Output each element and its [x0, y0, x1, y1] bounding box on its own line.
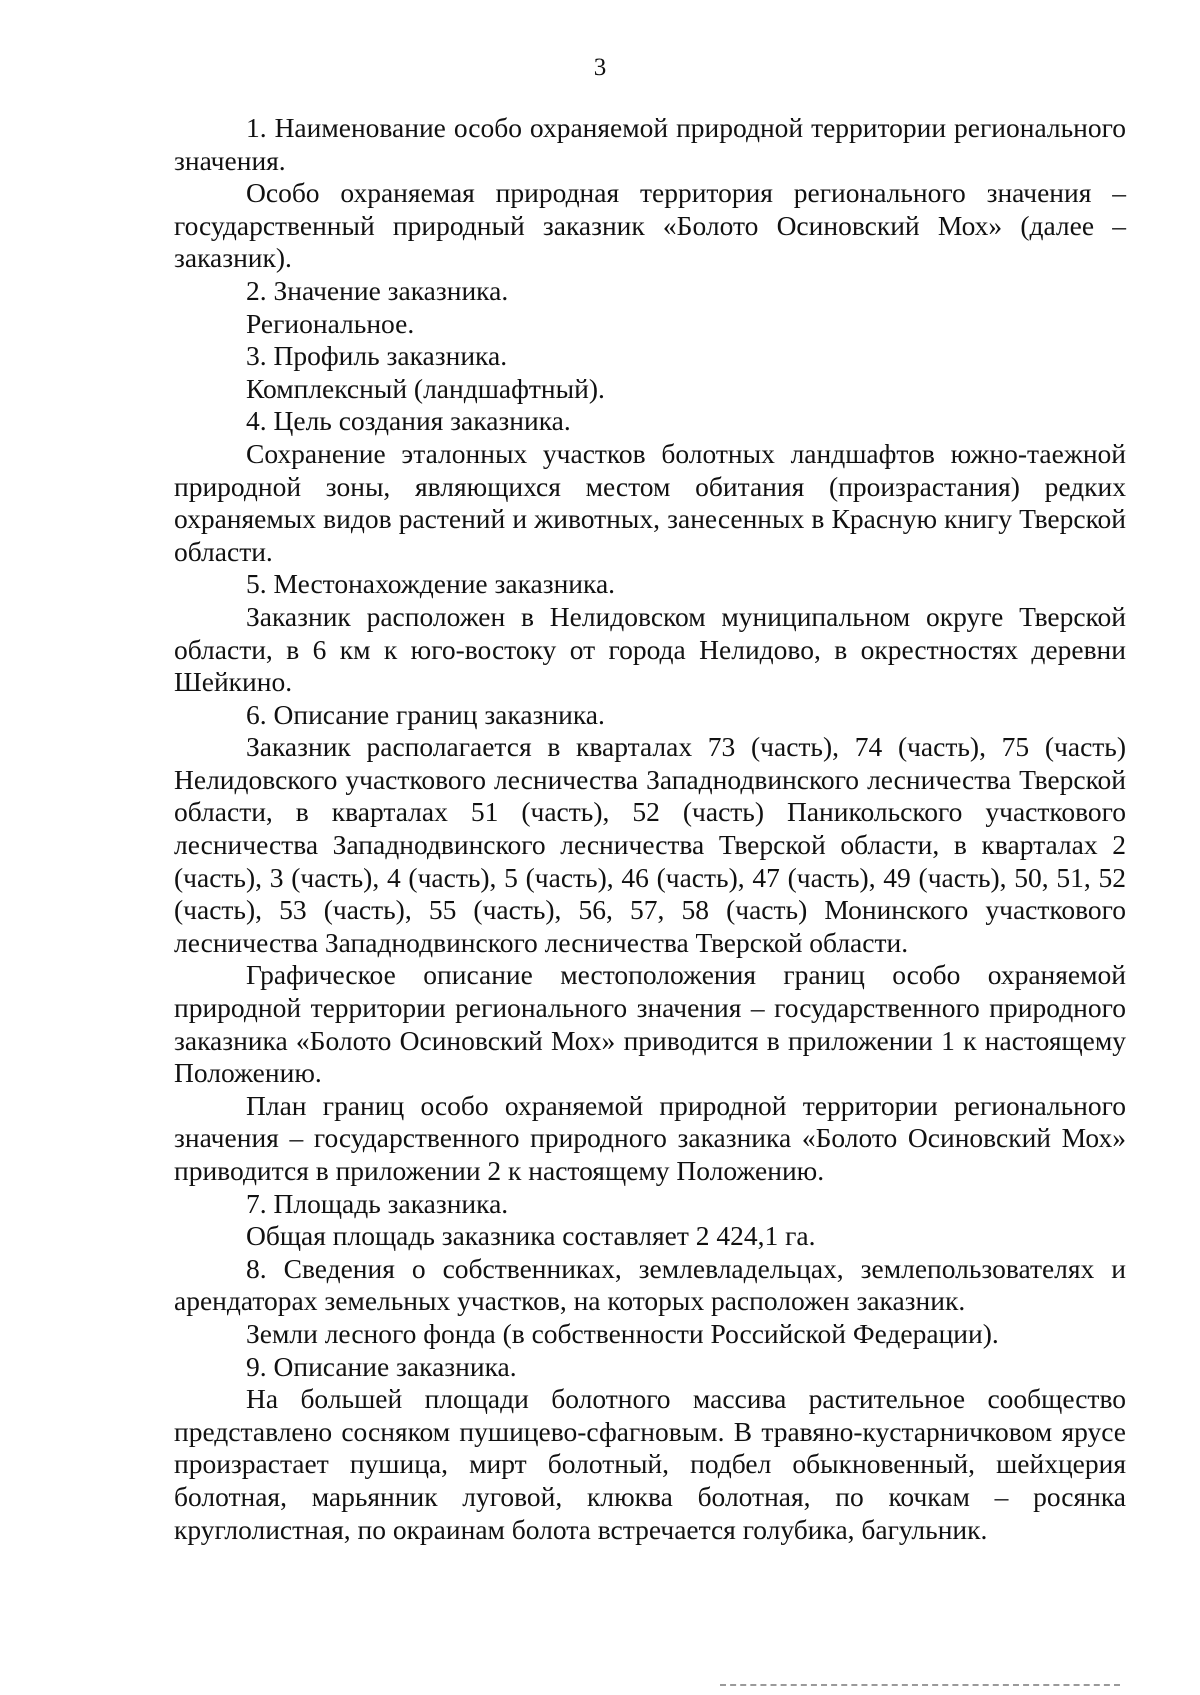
- section-7-text: Общая площадь заказника составляет 2 424,1 га.: [246, 1220, 816, 1252]
- section-7-heading: 7. Площадь заказника.: [246, 1187, 509, 1219]
- section-9-text: На большей площади болотного массива растительное сообщество представлено сосняком пушицево-сфагновым. В травяно-кустарничковом ярусе произрастает пушица, мирт болотный, подбел обыкновенный, шейхцерия болотная, марьянник луговой, клюква болотная, по кочкам – росянка круглолистная, по окраинам болота встречается голубика, багульник.: [174, 1383, 1126, 1545]
- section-1-heading: 1. Наименование особо охраняемой природной территории регионального значения.: [174, 112, 1126, 176]
- document-body: [174, 112, 1126, 1546]
- section-6-text-boundary-plan: План границ особо охраняемой природной территории регионального значения – государственного природного заказника «Болото Осиновский Мох» приводится в приложении 2 к настоящему Положению.: [174, 1089, 1126, 1186]
- section-1-text: Особо охраняемая природная территория регионального значения – государственный природный заказник «Болото Осиновский Мох» (далее – заказник).: [174, 177, 1126, 274]
- section-2-text: Региональное.: [246, 307, 415, 339]
- section-4-text: Сохранение эталонных участков болотных ландшафтов южно-таежной природной зоны, являющихся местом обитания (произрастания) редких охраняемых видов растений и животных, занесенных в Красную книгу Тверской области.: [174, 437, 1126, 567]
- section-8-heading: 8. Сведения о собственниках, землевладельцах, землепользователях и арендаторах земельных участков, на которых расположен заказник.: [174, 1252, 1126, 1317]
- scan-edge-line: [720, 1684, 1120, 1686]
- section-5-text: Заказник расположен в Нелидовском муниципальном округе Тверской области, в 6 км к юго-востоку от города Нелидово, в окрестностях деревни Шейкино.: [174, 600, 1126, 698]
- section-3-heading: 3. Профиль заказника.: [246, 340, 508, 372]
- section-9-heading: 9. Описание заказника.: [246, 1350, 517, 1382]
- section-3-text: Комплексный (ландшафтный).: [246, 372, 605, 404]
- section-2-heading: 2. Значение заказника.: [246, 274, 509, 306]
- page-number: 3: [593, 54, 607, 81]
- section-5-heading: 5. Местонахождение заказника.: [246, 568, 616, 600]
- section-4-heading: 4. Цель создания заказника.: [246, 405, 571, 437]
- section-6-text-graphic-description: Графическое описание местоположения границ особо охраняемой природной территории регионального значения – государственного природного заказника «Болото Осиновский Мох» приводится в приложении 1 к настоящему Положению.: [174, 959, 1126, 1089]
- section-8-text: Земли лесного фонда (в собственности Российской Федерации).: [246, 1317, 999, 1349]
- section-6-heading: 6. Описание границ заказника.: [246, 698, 605, 730]
- section-6-text-quarters: Заказник располагается в кварталах 73 (часть), 74 (часть), 75 (часть) Нелидовского участкового лесничества Западнодвинского лесничества Тверской области, в кварталах 51 (часть), 52 (часть) Паникольского участкового лесничества Западнодвинского лесничества Тверской области, в кварталах 2 (часть), 3 (часть), 4 (часть), 5 (часть), 46 (часть), 47 (часть), 49 (часть), 50, 51, 52 (часть), 53 (часть), 55 (часть), 56, 57, 58 (часть) Монинского участкового лесничества Западнодвинского лесничества Тверской области.: [174, 731, 1126, 958]
